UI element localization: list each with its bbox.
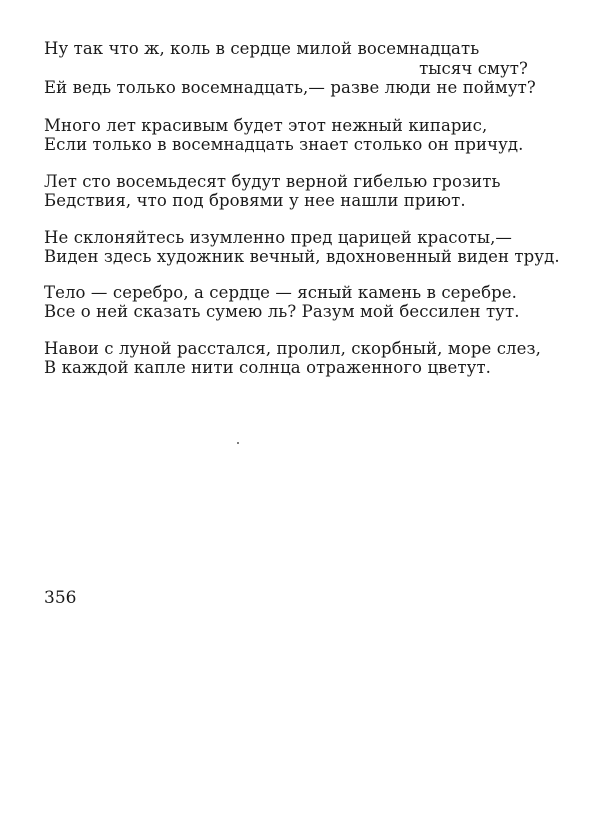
poem-line-continuation: тысяч смут? bbox=[419, 59, 528, 78]
poem-line: Лет сто восемьдесят будут верной гибелью грозить bbox=[44, 172, 501, 191]
poem-line: Ну так что ж, коль в сердце милой восемнадцать bbox=[44, 39, 480, 58]
page-number: 356 bbox=[44, 588, 77, 608]
poem-line: В каждой капле нити солнца отраженного цветут. bbox=[44, 358, 492, 377]
poem-line: Не склоняйтесь изумленно пред царицей красоты,— bbox=[44, 228, 513, 247]
poem-line: Тело — серебро, а сердце — ясный камень в серебре. bbox=[44, 283, 517, 302]
poem-line: Виден здесь художник вечный, вдохновенный виден труд. bbox=[44, 247, 560, 266]
print-speck bbox=[237, 442, 239, 444]
poem-line: Ей ведь только восемнадцать,— разве люди не поймут? bbox=[44, 78, 536, 97]
poem-line: Много лет красивым будет этот нежный кипарис, bbox=[44, 116, 488, 135]
poem-line: Навои с луной расстался, пролил, скорбный, море слез, bbox=[44, 339, 541, 358]
poem-line: Если только в восемнадцать знает столько он причуд. bbox=[44, 135, 524, 154]
poem-line: Бедствия, что под бровями у нее нашли приют. bbox=[44, 191, 466, 210]
poem-line: Все о ней сказать сумею ль? Разум мой бессилен тут. bbox=[44, 302, 520, 321]
